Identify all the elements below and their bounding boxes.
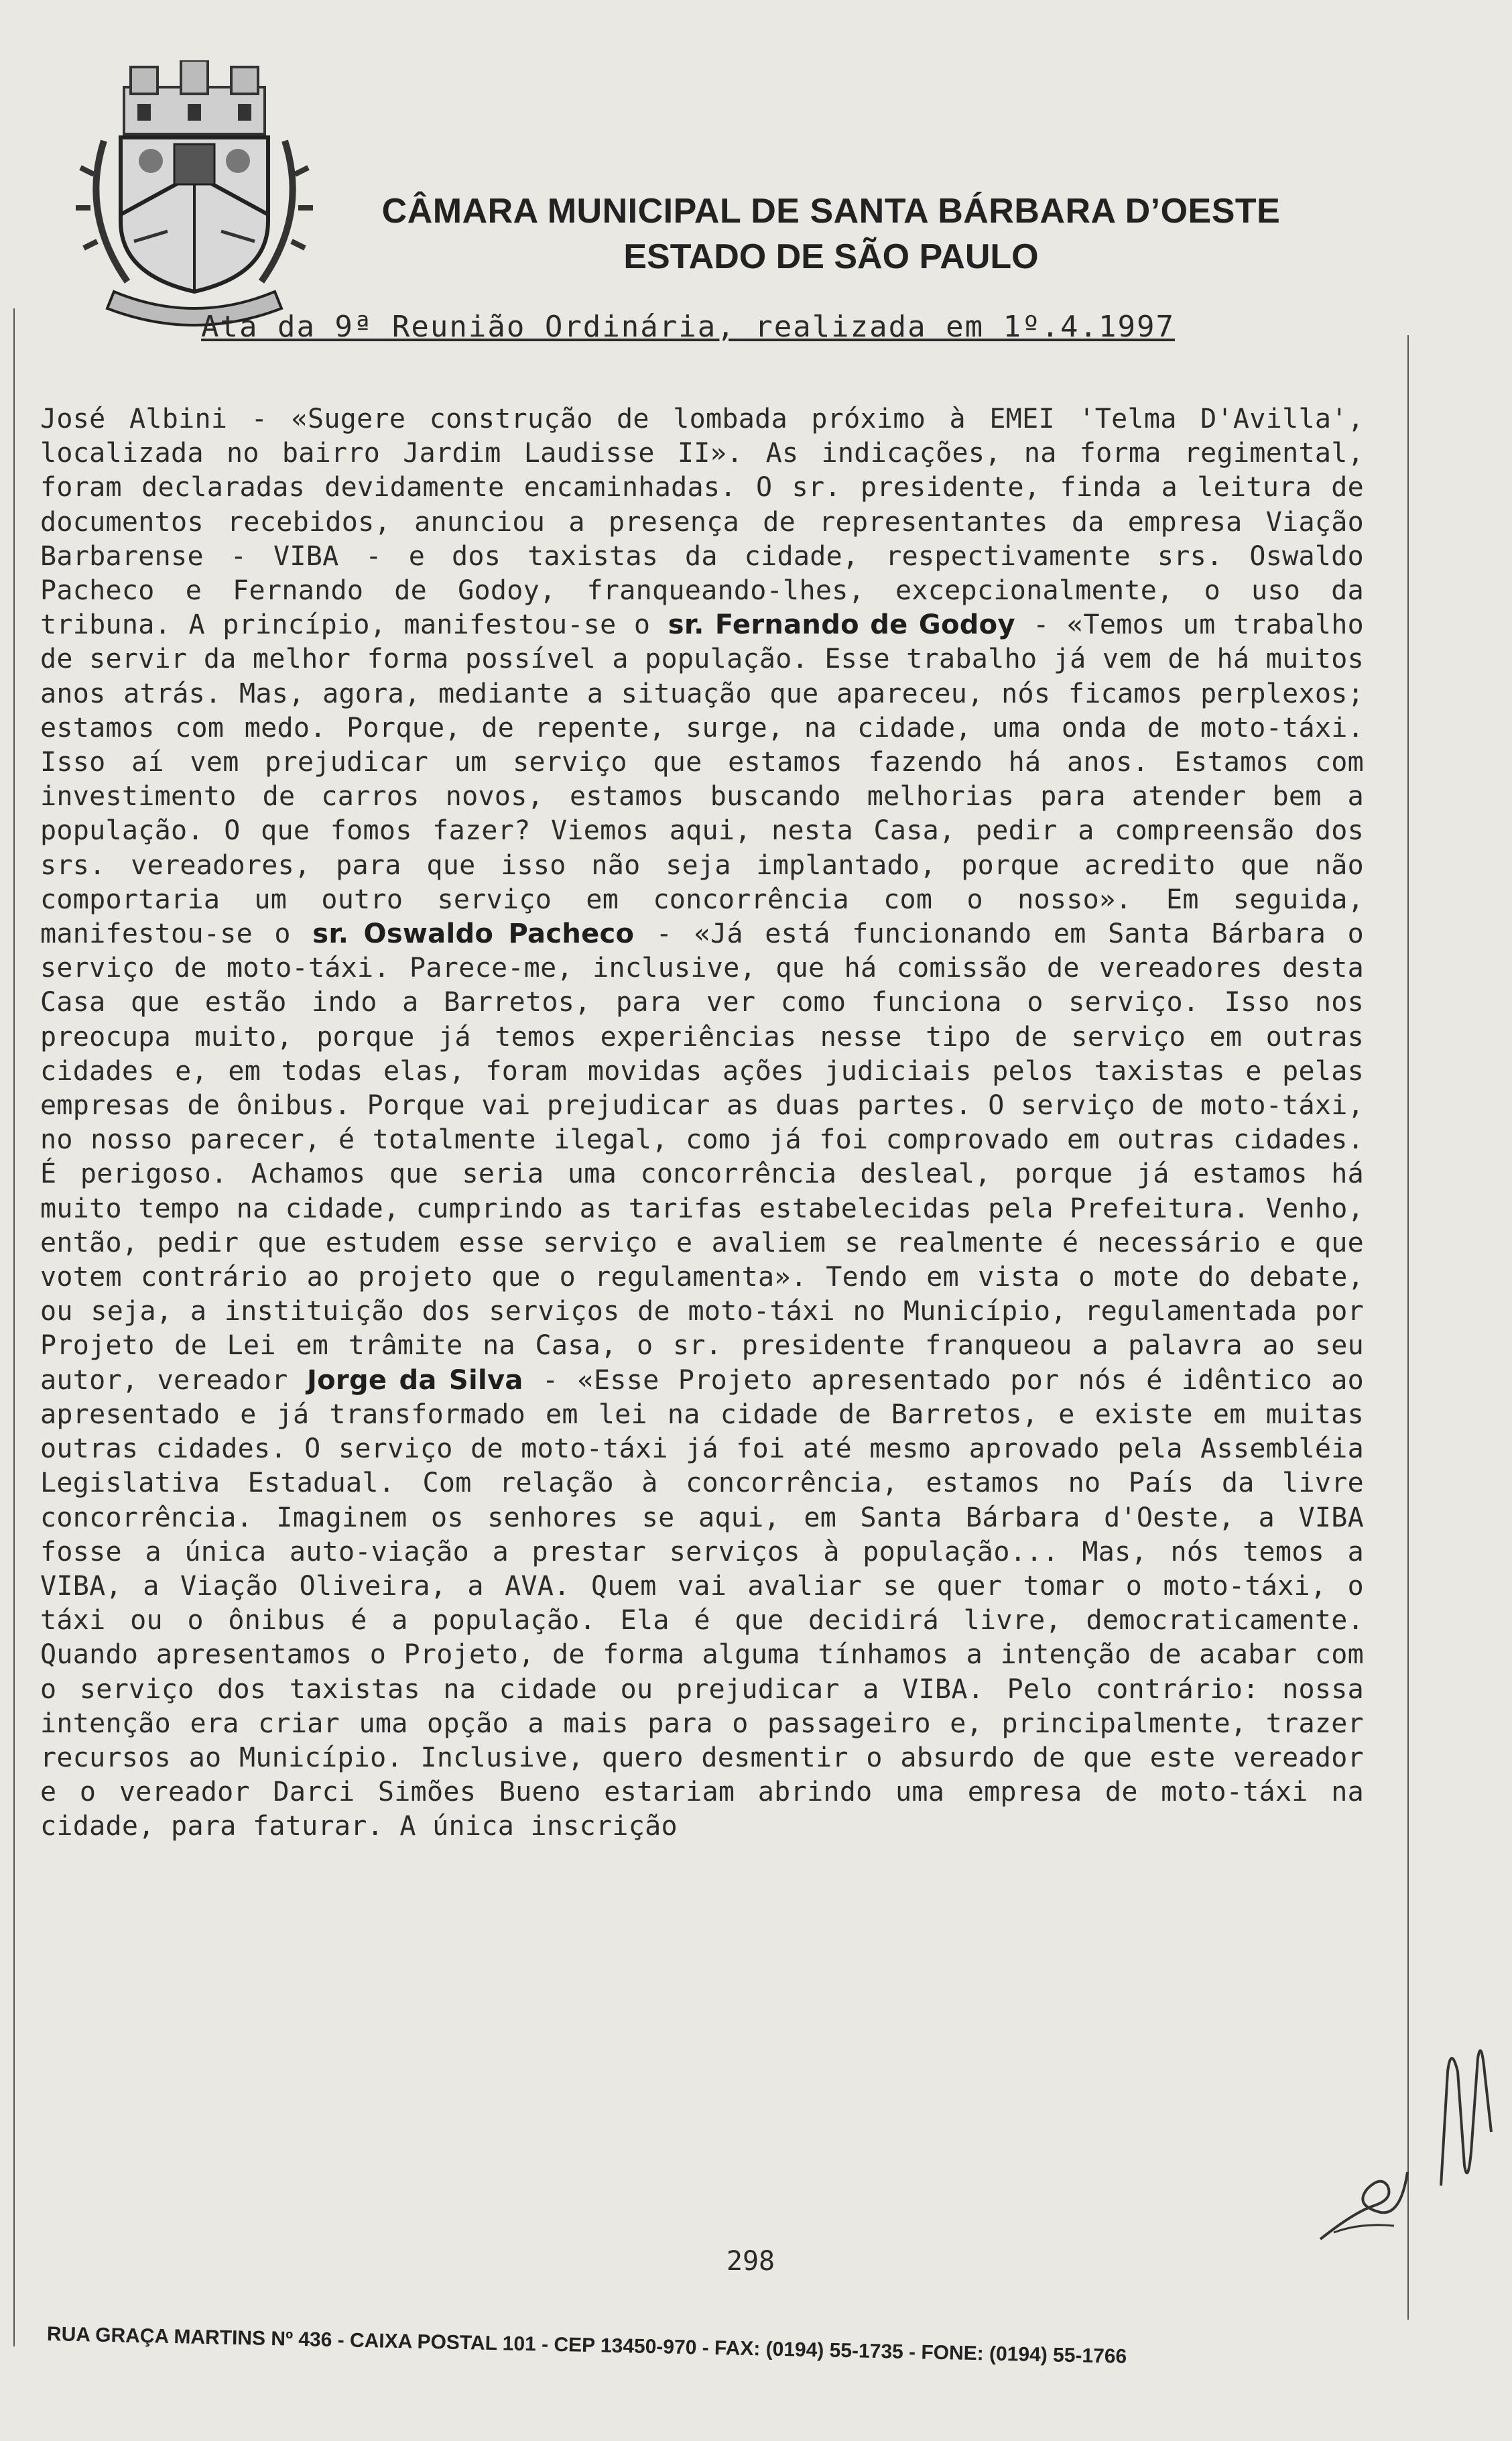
- paragraph-part-3: - «Já está funcionando em Santa Bárbara o serviço de moto-táxi. Parece-me, inclusive, que há comissão de vereadores desta Casa que estão indo a Barretos, para ver como funciona o serviço. Isso nos preocupa muito, porque já temos experiências nesse tipo de serviço em outras cidades e, em todas elas, foram movidas ações judiciais pelos taxistas e pelas empresas de ônibus. Porque vai prejudicar as duas partes. O serviço de moto-táxi, no nosso parecer, é totalmente ilegal, como já foi comprovado em outras cidades. É perigoso. Achamos que seria uma concorrência desleal, porque já estamos há muito tempo na cidade, cumprindo as tarifas estabelecidas pela Prefeitura. Venho, então, pedir que estudem esse serviço e avaliem se realmente é necessário e que votem contrário ao projeto que o regulamenta». Tendo em vista o mote do debate, ou seja, a instituição dos serviços de moto-táxi no Município, regulamentada por Projeto de Lei em trâmite na Casa, o sr. presidente franqueou a palavra ao seu autor, vereador: [40, 918, 1365, 1396]
- paragraph-part-4: - «Esse Projeto apresentado por nós é idêntico ao apresentado e já transformado em lei na cidade de Barretos, e existe em muitas outras cidades. O serviço de moto-táxi já foi até mesmo aprovado pela Assembléia Legislativa Estadual. Com relação à concorrência, estamos no País da livre concorrência. Imaginem os senhores se aqui, em Santa Bárbara d'Oeste, a VIBA fosse a única auto-viação a prestar serviços à população... Mas, nós temos a VIBA, a Viação Oliveira, a AVA. Quem vai avaliar se quer tomar o moto-táxi, o táxi ou o ônibus é a população. Ela é que decidirá livre, democraticamente. Quando apresentamos o Projeto, de forma alguma tínhamos a intenção de acabar com o serviço dos taxistas na cidade ou prejudicar a VIBA. Pelo contrário: nossa intenção era criar uma opção a mais para o passageiro e, principalmente, trazer recursos ao Município. Inclusive, quero desmentir o absurdo de que este vereador e o vereador Darci Simões Bueno estariam abrindo uma empresa de moto-táxi na cidade, para faturar. A única inscrição: [40, 1364, 1365, 1842]
- right-margin-rule: [1407, 335, 1409, 2320]
- speaker-name: sr. Oswaldo Pacheco: [312, 918, 635, 950]
- footer-address: RUA GRAÇA MARTINS Nº 436 - CAIXA POSTAL 101 - CEP 13450-970 - FAX: (0194) 55-1735 - FONE: (0194) 55-1766: [46, 2323, 1127, 2368]
- page-number: 298: [726, 2246, 775, 2277]
- coat-of-arms-icon: [74, 60, 315, 329]
- minutes-body: [40, 402, 1364, 1844]
- institution-header: [322, 191, 1340, 277]
- session-title: Ata da 9ª Reunião Ordinária, realizada em 1º.4.1997: [201, 310, 1176, 344]
- paragraph-part-2: - «Temos um trabalho de servir da melhor forma possível a população. Esse trabalho já vem de há muitos anos atrás. Mas, agora, mediante a situação que apareceu, nós ficamos perplexos; estamos com medo. Porque, de repente, surge, na cidade, uma onda de moto-táxi. Isso aí vem prejudicar um serviço que estamos fazendo há anos. Estamos com investimento de carros novos, estamos buscando melhorias para atender bem a população. O que fomos fazer? Viemos aqui, nesta Casa, pedir a compreensão dos srs. vereadores, para que isso não seja implantado, porque acredito que não comportaria um outro serviço em concorrência com o nosso». Em seguida, manifestou-se o: [40, 609, 1365, 950]
- paragraph-part-1: José Albini - «Sugere construção de lombada próximo à EMEI 'Telma D'Avilla', localizada no bairro Jardim Laudisse II». As indicações, na forma regimental, foram declaradas devidamente encaminhadas. O sr. presidente, finda a leitura de documentos recebidos, anunciou a presença de representantes da empresa Viação Barbarense - VIBA - e dos taxistas da cidade, respectivamente srs. Oswaldo Pacheco e Fernando de Godoy, franqueando-lhes, excepcionalmente, o uso da tribuna. A princípio, manifestou-se o: [40, 404, 1364, 641]
- institution-state: ESTADO DE SÃO PAULO: [623, 237, 1039, 276]
- left-margin-rule: [13, 308, 15, 2346]
- speaker-name: Jorge da Silva: [306, 1364, 523, 1396]
- speaker-name: sr. Fernando de Godoy: [668, 609, 1015, 641]
- initials-icon: [1314, 2159, 1414, 2246]
- institution-name: CÂMARA MUNICIPAL DE SANTA BÁRBARA D’OESTE: [381, 192, 1281, 231]
- signature-icon: [1428, 2031, 1501, 2192]
